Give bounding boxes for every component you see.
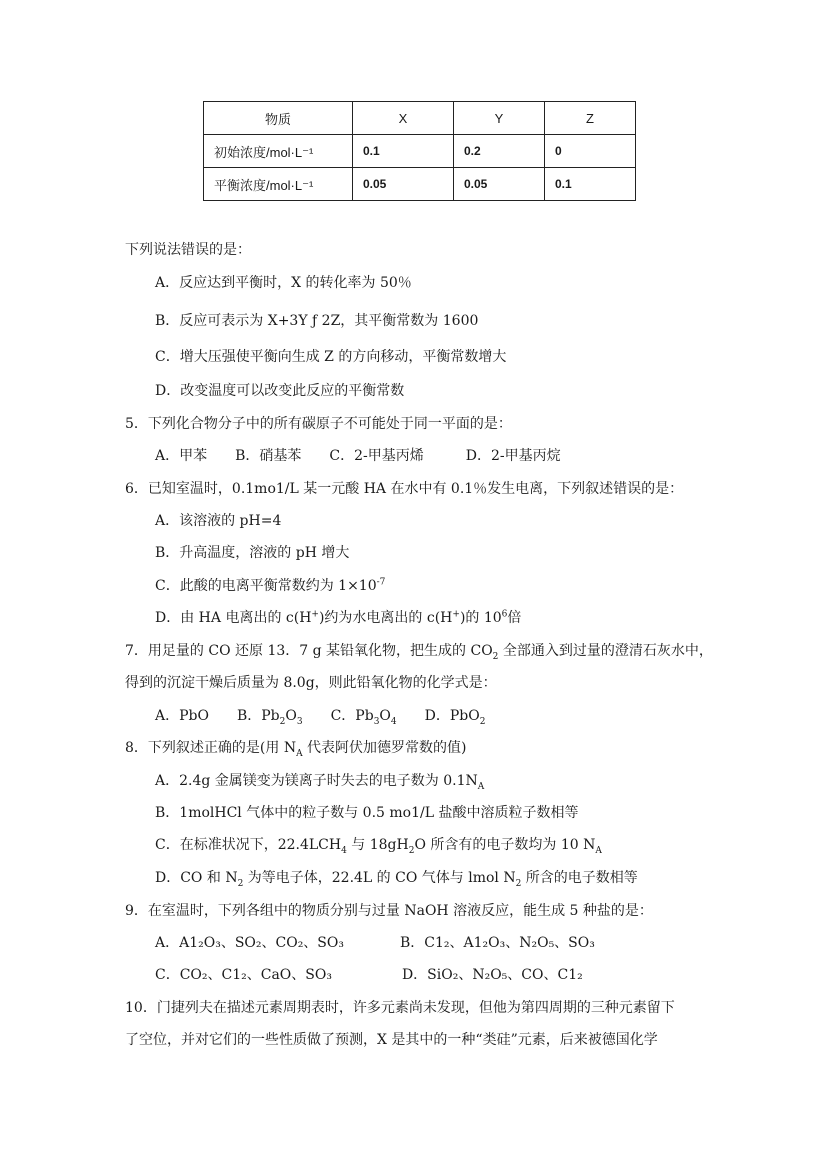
subscript: 4 bbox=[341, 845, 347, 856]
q7-opt-text: A．PbO B．Pb bbox=[155, 708, 280, 724]
superscript: + bbox=[452, 609, 460, 620]
table-cell: 0 bbox=[545, 135, 636, 168]
q4-option-a: A．反应达到平衡时，X 的转化率为 50％ bbox=[155, 275, 412, 291]
subscript: 2 bbox=[479, 716, 486, 727]
table-cell: 0.1 bbox=[353, 135, 454, 168]
q6-option-c bbox=[155, 576, 385, 596]
q6-d-text: )的 10 bbox=[459, 610, 502, 626]
q9-stem: 9．在室温时，下列各组中的物质分别与过量 NaOH 溶液反应，能生成 5 种盐的是： bbox=[125, 903, 653, 919]
subscript: 4 bbox=[390, 716, 397, 727]
table-header-cell: Z bbox=[545, 102, 636, 135]
subscript: A bbox=[477, 781, 485, 792]
subscript: 2 bbox=[408, 845, 415, 856]
q7-opt-text: O bbox=[285, 708, 297, 724]
q8-stem bbox=[125, 738, 467, 758]
concentration-table bbox=[203, 101, 636, 201]
q8-text: 所含的电子数相等 bbox=[521, 870, 638, 886]
q8-option-a bbox=[155, 771, 484, 791]
row-label: 平衡浓度/mol·L⁻¹ bbox=[204, 168, 353, 201]
q6-option-d bbox=[155, 608, 521, 628]
subscript: 3 bbox=[373, 716, 380, 727]
q8-option-c bbox=[155, 835, 602, 855]
q9-options-line1: A．A1₂O₃、SO₂、CO₂、SO₃ B．C1₂、A1₂O₃、N₂O₅、SO₃ bbox=[155, 935, 595, 951]
table-cell: 0.2 bbox=[454, 135, 545, 168]
q6-d-text: D．由 HA 电离出的 c(H bbox=[155, 610, 312, 626]
q6-c-exponent: -7 bbox=[376, 577, 386, 588]
q6-stem: 6．已知室温时，0.1mo1/L 某一元酸 HA 在水中有 0.1％发生电离，下列叙述错误的是： bbox=[125, 481, 684, 497]
table-cell: 0.1 bbox=[545, 168, 636, 201]
q9-options-line2: C．CO₂、C1₂、CaO、SO₃ D．SiO₂、N₂O₅、CO、C1₂ bbox=[155, 967, 583, 983]
q6-d-text: 倍 bbox=[507, 610, 522, 626]
q7-options bbox=[155, 706, 485, 726]
q7-line1 bbox=[125, 641, 713, 661]
row-label: 初始浓度/mol·L⁻¹ bbox=[204, 135, 353, 168]
q7-text: 7．用足量的 CO 还原 13．7 g 某铅氧化物，把生成的 CO bbox=[125, 643, 493, 659]
q4-option-c: C．增大压强使平衡向生成 Z 的方向移动，平衡常数增大 bbox=[155, 349, 507, 365]
q8-text: 代表阿伏加德罗常数的值) bbox=[302, 740, 467, 756]
q8-text: 为等电子体，22.4L 的 CO 气体与 lmol N bbox=[243, 870, 516, 886]
q8-text: 8．下列叙述正确的是(用 N bbox=[125, 740, 297, 756]
q8-text: 与 18gH bbox=[346, 837, 409, 853]
q6-c-text: C．此酸的电离平衡常数约为 1×10 bbox=[155, 578, 377, 594]
q4-option-d: D．改变温度可以改变此反应的平衡常数 bbox=[155, 383, 405, 399]
subscript: 3 bbox=[296, 716, 303, 727]
q4-stem: 下列说法错误的是： bbox=[125, 242, 251, 258]
table-header-cell: X bbox=[353, 102, 454, 135]
q7-opt-text: O bbox=[379, 708, 391, 724]
table-header-cell: Y bbox=[454, 102, 545, 135]
subscript: A bbox=[595, 845, 602, 856]
q8-option-b: B．1molHCl 气体中的粒子数与 0.5 mo1/L 盐酸中溶质粒子数相等 bbox=[155, 805, 579, 821]
superscript: + bbox=[311, 609, 319, 620]
table-cell: 0.05 bbox=[353, 168, 454, 201]
q7-text: 全部通入到过量的澄清石灰水中， bbox=[498, 643, 713, 659]
superscript: 6 bbox=[501, 609, 508, 620]
q4-option-b: B．反应可表示为 X+3Y ƒ 2Z，其平衡常数为 1600 bbox=[155, 313, 479, 329]
q6-d-text: )约为水电离出的 c(H bbox=[318, 610, 453, 626]
q6-option-b: B．升高温度，溶液的 pH 增大 bbox=[155, 545, 350, 561]
q8-text: O 所含有的电子数均为 10 N bbox=[414, 837, 596, 853]
q5-stem: 5．下列化合物分子中的所有碳原子不可能处于同一平面的是： bbox=[125, 416, 512, 432]
table-header-row bbox=[204, 102, 636, 135]
q7-opt-text: D．PbO bbox=[396, 708, 480, 724]
q5-options: A．甲苯 B．硝基苯 C．2-甲基丙烯 D．2-甲基丙烷 bbox=[155, 448, 561, 464]
q7-line2: 得到的沉淀干燥后质量为 8.0g，则此铅氧化物的化学式是： bbox=[125, 675, 497, 691]
subscript: 2 bbox=[279, 716, 286, 727]
subscript: A bbox=[296, 748, 303, 759]
table-row bbox=[204, 168, 636, 201]
table-cell: 0.05 bbox=[454, 168, 545, 201]
table-header-cell: 物质 bbox=[204, 102, 353, 135]
q8-text: C．在标准状况下，22.4LCH bbox=[155, 837, 342, 853]
q8-text: D．CO 和 N bbox=[155, 870, 238, 886]
q8-text: A．2.4g 金属镁变为镁离子时失去的电子数为 0.1N bbox=[155, 773, 478, 789]
q10-line2: 了空位，并对它们的一些性质做了预测，X 是其中的一种“类硅”元素，后来被德国化学 bbox=[125, 1032, 658, 1048]
subscript: 2 bbox=[492, 651, 499, 662]
q8-option-d bbox=[155, 868, 638, 888]
q10-line1: 10．门捷列夫在描述元素周期表时，许多元素尚未发现，但他为第四周期的三种元素留下 bbox=[125, 1000, 675, 1016]
subscript: 2 bbox=[237, 878, 244, 889]
q7-opt-text: C．Pb bbox=[302, 708, 374, 724]
q6-option-a: A．该溶液的 pH=4 bbox=[155, 513, 282, 529]
table-row bbox=[204, 135, 636, 168]
subscript: 2 bbox=[515, 878, 522, 889]
